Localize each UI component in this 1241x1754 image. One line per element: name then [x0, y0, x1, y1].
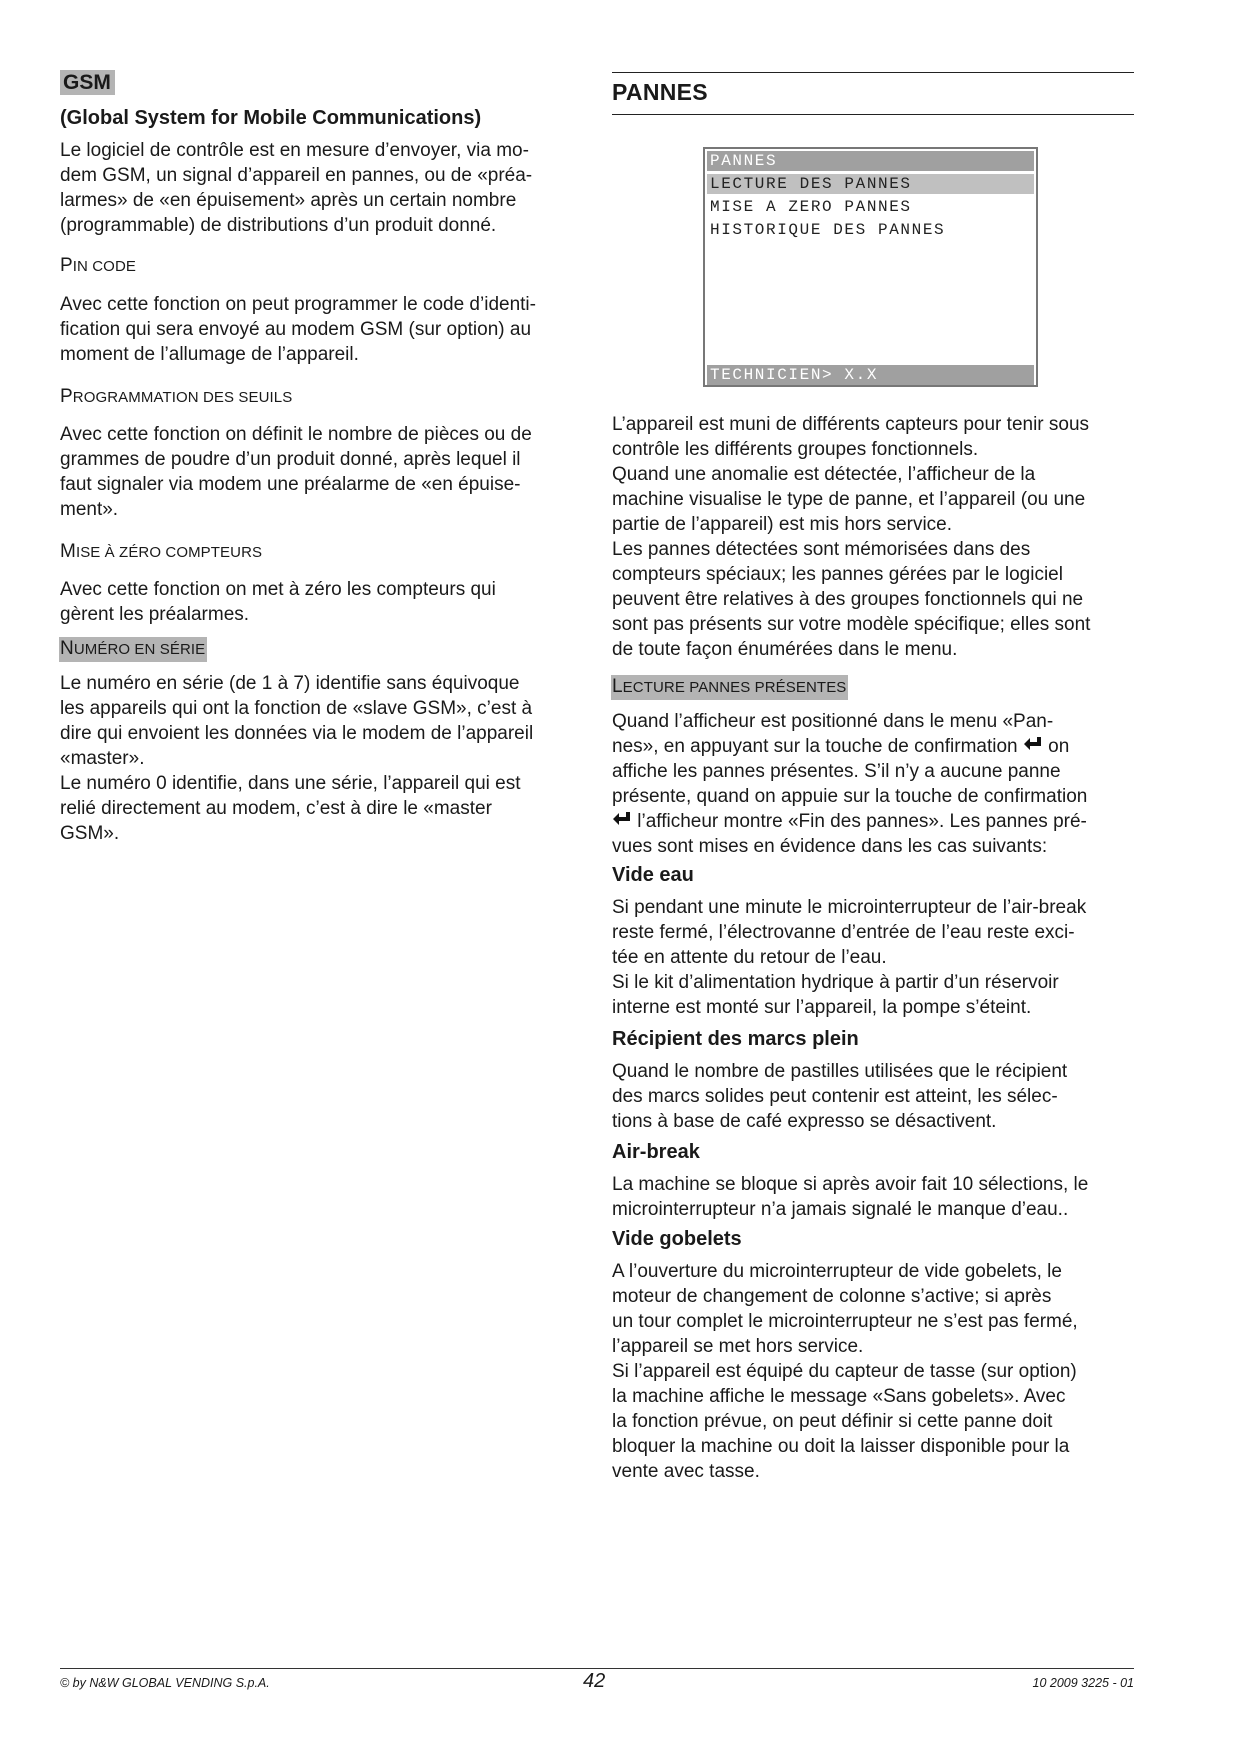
mise-a-zero-paragraph	[60, 577, 575, 627]
vide-eau-paragraph	[612, 895, 1134, 1020]
gsm-subtitle: (Global System for Mobile Communications)	[60, 107, 482, 129]
text-line: un tour complet le microinterrupteur ne s’est pas fermé,	[612, 1311, 1078, 1332]
text-line: faut signaler via modem une préalarme de «en épuise-	[60, 474, 521, 495]
text-line	[612, 734, 1134, 759]
heading-rest: IN CODE	[72, 258, 136, 275]
text-line: vente avec tasse.	[612, 1461, 760, 1482]
text-line: partie de l’appareil) est mis hors service.	[612, 514, 953, 535]
top-rule	[612, 72, 1134, 73]
text-line: la fonction prévue, on peut définir si cette panne doit	[612, 1411, 1053, 1432]
text-line: Le logiciel de contrôle est en mesure d’envoyer, via mo-	[60, 140, 529, 161]
text-line: présente, quand on appuie sur la touche de confirmation	[612, 786, 1088, 807]
lecture-pannes-heading	[611, 675, 848, 700]
enter-key-icon	[612, 811, 632, 829]
vide-gobelets-title: Vide gobelets	[612, 1228, 742, 1250]
text-line: tée en attente du retour de l’eau.	[612, 947, 887, 968]
pin-code-paragraph	[60, 292, 575, 367]
recipient-title: Récipient des marcs plein	[612, 1028, 859, 1050]
lecture-pannes-paragraph	[612, 709, 1134, 859]
text-fragment: l’afficheur montre «Fin des pannes». Les pannes pré-	[632, 811, 1087, 832]
text-line: des marcs solides peut contenir est atteint, les sélec-	[612, 1086, 1058, 1107]
page-number: 42	[583, 1670, 606, 1692]
text-line: la machine affiche le message «Sans gobelets». Avec	[612, 1386, 1066, 1407]
text-line: Si l’appareil est équipé du capteur de tasse (sur option)	[612, 1361, 1077, 1382]
text-line: peuvent être relatives à des groupes fonctionnels qui ne	[612, 589, 1084, 610]
text-line: contrôle les différents groupes fonctionnels.	[612, 439, 979, 460]
vide-gobelets-paragraph	[612, 1259, 1134, 1484]
numero-serie-heading	[59, 637, 207, 662]
text-line: compteurs spéciaux; les pannes gérées par le logiciel	[612, 564, 1063, 585]
text-line: dire qui envoient les données via le modem de l’appareil	[60, 723, 534, 744]
text-line: machine visualise le type de panne, et l’appareil (ou une	[612, 489, 1086, 510]
text-line: microinterrupteur n’a jamais signalé le manque d’eau..	[612, 1199, 1069, 1220]
heading-initial: P	[60, 386, 73, 407]
screen-item-historique[interactable]: HISTORIQUE DES PANNES	[710, 221, 946, 239]
pannes-intro-paragraph	[612, 412, 1134, 662]
screen-menu-title: PANNES	[707, 151, 1034, 171]
heading-initial: M	[60, 541, 76, 562]
text-line: Le numéro 0 identifie, dans une série, l’appareil qui est	[60, 773, 521, 794]
gsm-heading: GSM	[60, 70, 115, 95]
programmation-paragraph	[60, 422, 575, 522]
text-fragment: nes», en appuyant sur la touche de confirmation	[612, 736, 1023, 757]
text-line: moment de l’allumage de l’appareil.	[60, 344, 359, 365]
programmation-heading	[60, 385, 292, 410]
footer-rule	[60, 1668, 1134, 1669]
heading-rest: UMÉRO EN SÉRIE	[73, 641, 206, 658]
heading-initial: L	[612, 676, 623, 697]
heading-initial: P	[60, 255, 73, 276]
text-line: bloquer la machine ou doit la laisser disponible pour la	[612, 1436, 1070, 1457]
air-break-paragraph	[612, 1172, 1134, 1222]
text-line: reste fermé, l’électrovanne d’entrée de l’eau reste exci-	[612, 922, 1075, 943]
pannes-heading: PANNES	[612, 79, 708, 105]
heading-rest: ISE À ZÉRO COMPTEURS	[75, 544, 263, 561]
text-line: La machine se bloque si après avoir fait 10 sélections, le	[612, 1174, 1089, 1195]
text-line: A l’ouverture du microinterrupteur de vide gobelets, le	[612, 1261, 1062, 1282]
screen-status-bar: TECHNICIEN> X.X	[707, 365, 1034, 385]
text-line: vues sont mises en évidence dans les cas suivants:	[612, 836, 1048, 857]
gsm-paragraph	[60, 138, 575, 238]
text-line: l’appareil se met hors service.	[612, 1336, 864, 1357]
text-line: larmes» de «en épuisement» après un certain nombre	[60, 190, 517, 211]
heading-rest: ROGRAMMATION DES SEUILS	[72, 389, 293, 406]
recipient-paragraph	[612, 1059, 1134, 1134]
text-line: gèrent les préalarmes.	[60, 604, 250, 625]
pin-code-heading	[60, 254, 136, 279]
text-line	[612, 809, 1134, 834]
numero-serie-paragraph	[60, 671, 575, 846]
text-line: Avec cette fonction on met à zéro les compteurs qui	[60, 579, 496, 600]
text-line: relié directement au modem, c’est à dire le «master	[60, 798, 492, 819]
text-line: Le numéro en série (de 1 à 7) identifie sans équivoque	[60, 673, 520, 694]
text-line: Quand l’afficheur est positionné dans le menu «Pan-	[612, 711, 1054, 732]
text-line: L’appareil est muni de différents capteurs pour tenir sous	[612, 414, 1090, 435]
text-line: Quand une anomalie est détectée, l’afficheur de la	[612, 464, 1036, 485]
air-break-title: Air-break	[612, 1141, 700, 1163]
text-line: sont pas présents sur votre modèle spécifique; elles sont	[612, 614, 1091, 635]
text-line: grammes de poudre d’un produit donné, après lequel il	[60, 449, 521, 470]
text-line: Avec cette fonction on définit le nombre de pièces ou de	[60, 424, 532, 445]
text-line: Quand le nombre de pastilles utilisées que le récipient	[612, 1061, 1068, 1082]
screen-item-lecture[interactable]: LECTURE DES PANNES	[707, 174, 1034, 194]
footer-doc-ref: 10 2009 3225 - 01	[1032, 1676, 1134, 1690]
screen-item-mise-a-zero[interactable]: MISE A ZERO PANNES	[710, 198, 912, 216]
text-line: les appareils qui ont la fonction de «slave GSM», c’est à	[60, 698, 533, 719]
text-line: Si pendant une minute le microinterrupteur de l’air-break	[612, 897, 1087, 918]
text-line: GSM».	[60, 823, 120, 844]
text-line: Avec cette fonction on peut programmer le code d’identi-	[60, 294, 536, 315]
footer-copyright: © by N&W GLOBAL VENDING S.p.A.	[60, 1676, 270, 1690]
text-line: «master».	[60, 748, 145, 769]
text-line: tions à base de café expresso se désactivent.	[612, 1111, 997, 1132]
enter-key-icon	[1023, 736, 1043, 754]
vide-eau-title: Vide eau	[612, 864, 694, 886]
text-line: de toute façon énumérées dans le menu.	[612, 639, 958, 660]
mise-a-zero-heading	[60, 540, 262, 565]
heading-rule	[612, 114, 1134, 115]
text-line: Les pannes détectées sont mémorisées dans des	[612, 539, 1031, 560]
text-line: affiche les pannes présentes. S’il n’y a aucune panne	[612, 761, 1061, 782]
heading-initial: N	[60, 638, 74, 659]
text-line: ment».	[60, 499, 119, 520]
text-line: moteur de changement de colonne s’active; si après	[612, 1286, 1052, 1307]
text-line: Si le kit d’alimentation hydrique à partir d’un réservoir	[612, 972, 1059, 993]
text-line: interne est monté sur l’appareil, la pompe s’éteint.	[612, 997, 1032, 1018]
text-line: fication qui sera envoyé au modem GSM (sur option) au	[60, 319, 532, 340]
heading-rest: ECTURE PANNES PRÉSENTES	[622, 679, 847, 696]
text-line: (programmable) de distributions d’un produit donné.	[60, 215, 497, 236]
text-line: dem GSM, un signal d’appareil en pannes, ou de «préa-	[60, 165, 533, 186]
display-screen	[703, 147, 1038, 387]
text-fragment: on	[1042, 736, 1070, 757]
